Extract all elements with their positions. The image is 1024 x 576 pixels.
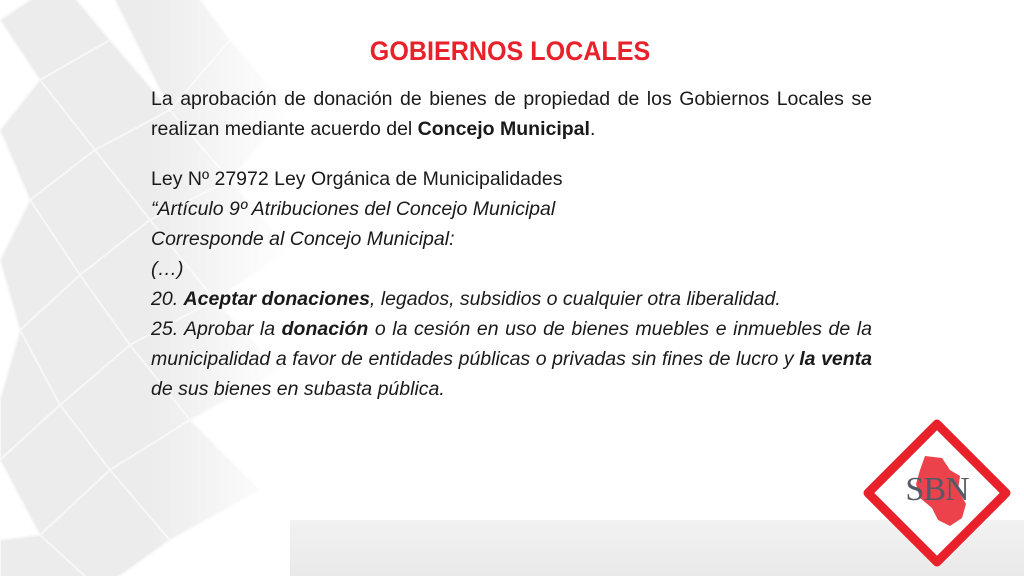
article-line: “Artículo 9º Atribuciones del Concejo Municipal	[151, 198, 556, 220]
ellipsis-line: (…)	[151, 258, 184, 280]
intro-bold: Concejo Municipal	[417, 118, 590, 140]
intro-text: La aprobación de donación de bienes de propiedad de los Gobiernos Locales se realizan mediante acuerdo del	[151, 88, 872, 140]
item-25-rest: de sus bienes en subasta pública.	[151, 378, 445, 400]
item-25	[151, 314, 872, 404]
intro-paragraph	[151, 84, 872, 144]
logo-text: SBN	[905, 471, 969, 508]
slide-body	[151, 84, 872, 404]
sbn-logo	[862, 418, 1012, 568]
spacer	[151, 144, 872, 164]
item-20-rest: , legados, subsidios o cualquier otra liberalidad.	[369, 288, 781, 310]
item-20-prefix: 20.	[151, 288, 184, 310]
law-line: Ley Nº 27972 Ley Orgánica de Municipalidades	[151, 168, 563, 190]
item-20-bold: Aceptar donaciones	[183, 288, 370, 310]
item-25-bold-venta: la venta	[799, 348, 873, 370]
item-25-middle: o la cesión en uso de bienes muebles e inmuebles de la municipalidad a favor de entidades públicas o privadas sin fines de lucro y	[151, 318, 872, 370]
item-25-bold-donacion: donación	[281, 318, 369, 340]
slide-title: GOBIERNOS LOCALES	[369, 36, 651, 66]
item-20	[151, 284, 872, 314]
corresponde-line: Corresponde al Concejo Municipal:	[151, 228, 455, 250]
intro-end: .	[589, 118, 596, 140]
item-25-prefix: 25. Aprobar la	[151, 318, 282, 340]
